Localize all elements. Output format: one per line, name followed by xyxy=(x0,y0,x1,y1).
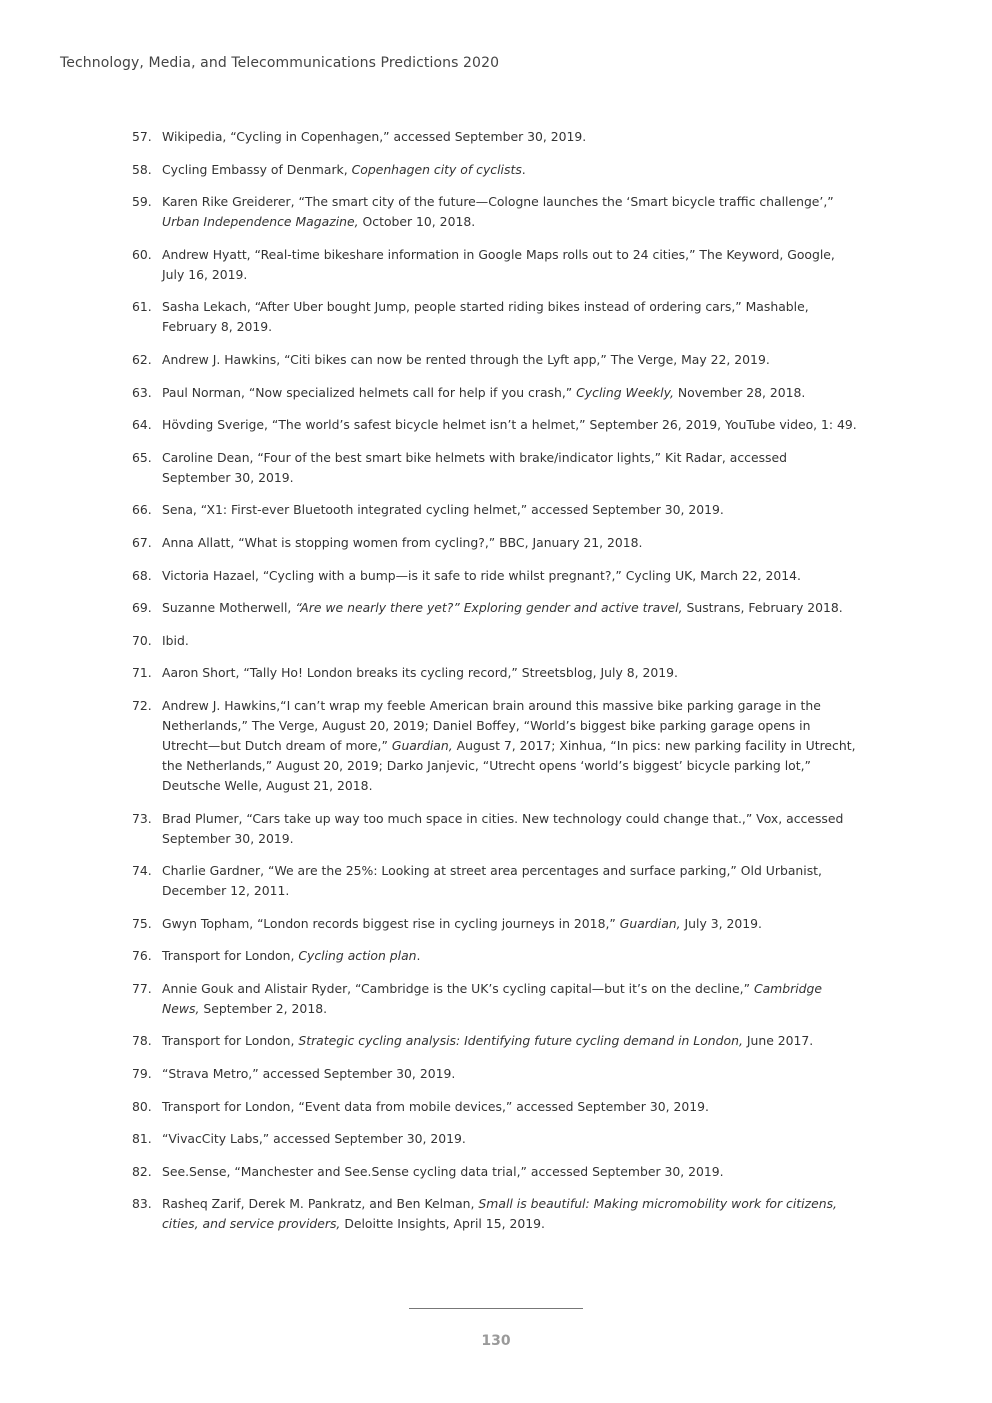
endnote-number: 60. xyxy=(132,246,152,262)
endnote-number: 74. xyxy=(132,863,152,879)
endnote-text xyxy=(162,1129,857,1149)
endnote-text xyxy=(162,500,857,520)
endnote-text-segment: June 2017. xyxy=(742,1033,814,1049)
endnote-item xyxy=(132,1194,857,1234)
endnote-item xyxy=(132,914,857,934)
endnote-number: 63. xyxy=(132,384,152,400)
endnote-text-segment: Hövding Sverige, “The world’s safest bicycle helmet isn’t a helmet,” September 26, 2019, YouTube video, 1: 49. xyxy=(162,417,857,433)
endnote-title-italic: “Are we nearly there yet?” Exploring gender and active travel, xyxy=(295,600,683,616)
endnote-text-segment: Transport for London, xyxy=(162,1033,299,1049)
endnote-text-segment: October 10, 2018. xyxy=(358,214,476,230)
endnote-text-segment: See.Sense, “Manchester and See.Sense cycling data trial,” accessed September 30, 2019. xyxy=(162,1163,724,1179)
endnote-item xyxy=(132,533,857,553)
endnote-item xyxy=(132,245,857,285)
endnote-text xyxy=(162,663,857,683)
endnote-item xyxy=(132,383,857,403)
endnote-text-segment: “VivacCity Labs,” accessed September 30, 2019. xyxy=(162,1131,466,1147)
endnote-item xyxy=(132,1097,857,1117)
endnote-item xyxy=(132,350,857,370)
endnote-text-segment: Sustrans, February 2018. xyxy=(682,600,843,616)
endnote-title-italic: Strategic cycling analysis: Identifying future cycling demand in London, xyxy=(298,1033,743,1049)
endnote-title-italic: Guardian, xyxy=(391,737,453,753)
endnote-text-segment: Paul Norman, “Now specialized helmets call for help if you crash,” xyxy=(162,384,577,400)
endnote-text xyxy=(162,946,857,966)
endnote-number: 73. xyxy=(132,810,152,826)
endnote-number: 67. xyxy=(132,534,152,550)
endnote-text-segment: Caroline Dean, “Four of the best smart bike helmets with brake/indicator lights,” Kit Radar, accessed September 30, 2019. xyxy=(162,449,787,485)
endnote-text xyxy=(162,566,857,586)
endnote-text xyxy=(162,448,857,488)
endnote-item xyxy=(132,663,857,683)
endnote-text-segment: . xyxy=(416,948,421,964)
endnote-number: 80. xyxy=(132,1098,152,1114)
endnote-item xyxy=(132,1064,857,1084)
endnote-text-segment: Annie Gouk and Alistair Ryder, “Cambridge is the UK’s cycling capital—but it’s on the decline,” xyxy=(162,980,754,996)
endnote-text-segment: Suzanne Motherwell, xyxy=(162,600,296,616)
endnote-item xyxy=(132,192,857,232)
endnote-title-italic: Urban Independence Magazine, xyxy=(162,214,359,230)
endnote-text-segment: November 28, 2018. xyxy=(673,384,806,400)
endnote-number: 69. xyxy=(132,600,152,616)
endnote-title-italic: Guardian, xyxy=(619,915,681,931)
endnote-text-segment: Aaron Short, “Tally Ho! London breaks its cycling record,” Streetsblog, July 8, 2019. xyxy=(162,665,678,681)
endnote-number: 57. xyxy=(132,129,152,144)
endnote-number: 61. xyxy=(132,299,152,315)
endnote-number: 78. xyxy=(132,1033,152,1049)
endnote-text xyxy=(162,350,857,370)
endnote-number: 71. xyxy=(132,665,152,681)
endnote-number: 59. xyxy=(132,194,152,210)
endnote-item xyxy=(132,448,857,488)
endnote-text xyxy=(162,861,857,901)
endnote-text-segment: Gwyn Topham, “London records biggest rise in cycling journeys in 2018,” xyxy=(162,915,620,931)
endnote-item xyxy=(132,979,857,1019)
endnote-text-segment: Ibid. xyxy=(162,632,189,648)
endnote-text-segment: Transport for London, xyxy=(162,948,299,964)
footer-divider xyxy=(409,1308,583,1309)
endnotes-list xyxy=(132,127,857,1247)
endnote-text xyxy=(162,127,857,147)
endnote-number: 72. xyxy=(132,697,152,713)
endnote-item xyxy=(132,566,857,586)
endnote-text-segment: Wikipedia, “Cycling in Copenhagen,” accessed September 30, 2019. xyxy=(162,129,587,144)
endnote-item xyxy=(132,1031,857,1051)
endnote-number: 62. xyxy=(132,351,152,367)
endnote-text-segment: “Strava Metro,” accessed September 30, 2019. xyxy=(162,1066,456,1082)
endnote-text-segment: July 3, 2019. xyxy=(680,915,762,931)
endnote-text xyxy=(162,192,857,232)
endnote-text-segment: Anna Allatt, “What is stopping women from cycling?,” BBC, January 21, 2018. xyxy=(162,534,643,550)
endnote-item xyxy=(132,861,857,901)
endnote-text xyxy=(162,1064,857,1084)
endnote-text xyxy=(162,160,857,180)
endnote-item xyxy=(132,631,857,651)
endnote-text xyxy=(162,1031,857,1051)
endnote-title-italic: Small is beautiful: Making micromobility work for citizens, cities, and service providers, xyxy=(162,1196,837,1232)
endnote-item xyxy=(132,1129,857,1149)
endnote-title-italic: Cycling Weekly, xyxy=(576,384,674,400)
endnote-number: 65. xyxy=(132,449,152,465)
endnote-item xyxy=(132,598,857,618)
endnote-item xyxy=(132,946,857,966)
endnote-text-segment: Charlie Gardner, “We are the 25%: Looking at street area percentages and surface parking,” Old Urbanist, December 12, 2011. xyxy=(162,863,822,899)
endnote-number: 77. xyxy=(132,980,152,996)
endnote-item xyxy=(132,1162,857,1182)
endnote-text-segment: Andrew J. Hawkins, “Citi bikes can now be rented through the Lyft app,” The Verge, May 22, 2019. xyxy=(162,351,770,367)
endnote-text xyxy=(162,533,857,553)
endnote-text xyxy=(162,696,857,796)
endnote-text-segment: Deloitte Insights, April 15, 2019. xyxy=(340,1216,545,1232)
endnote-text-segment: Sasha Lekach, “After Uber bought Jump, people started riding bikes instead of ordering cars,” Mashable, February 8, 2019. xyxy=(162,299,809,335)
endnote-text xyxy=(162,631,857,651)
endnote-item xyxy=(132,160,857,180)
endnote-number: 68. xyxy=(132,567,152,583)
endnote-text xyxy=(162,809,857,849)
endnote-text xyxy=(162,1162,857,1182)
endnote-text-segment: Rasheq Zarif, Derek M. Pankratz, and Ben Kelman, xyxy=(162,1196,479,1212)
endnote-title-italic: Cambridge News, xyxy=(162,980,823,1016)
running-header: Technology, Media, and Telecommunications Predictions 2020 xyxy=(60,55,500,71)
endnote-title-italic: Copenhagen city of cyclists xyxy=(351,161,522,177)
endnote-text xyxy=(162,979,857,1019)
endnote-text-segment: Andrew Hyatt, “Real-time bikeshare information in Google Maps rolls out to 24 cities,” The Keyword, Google, July 16, 2019. xyxy=(162,246,835,282)
endnote-item xyxy=(132,809,857,849)
page-number: 130 xyxy=(481,1333,511,1349)
endnote-number: 66. xyxy=(132,502,152,518)
endnote-text xyxy=(162,1097,857,1117)
endnote-number: 76. xyxy=(132,948,152,964)
endnote-item xyxy=(132,297,857,337)
endnote-text xyxy=(162,383,857,403)
endnote-number: 79. xyxy=(132,1066,152,1082)
endnote-number: 83. xyxy=(132,1196,152,1212)
endnote-text-segment: Transport for London, “Event data from mobile devices,” accessed September 30, 2019. xyxy=(162,1098,709,1114)
endnote-text xyxy=(162,914,857,934)
endnote-text-segment: Cycling Embassy of Denmark, xyxy=(162,161,352,177)
endnote-number: 70. xyxy=(132,632,152,648)
endnote-number: 58. xyxy=(132,161,152,177)
endnote-text-segment: Karen Rike Greiderer, “The smart city of the future—Cologne launches the ‘Smart bicycle traffic challenge’,” xyxy=(162,194,834,210)
endnote-text xyxy=(162,297,857,337)
endnote-title-italic: Cycling action plan xyxy=(298,948,417,964)
endnote-text-segment: . xyxy=(521,161,526,177)
endnote-text xyxy=(162,245,857,285)
endnote-text xyxy=(162,598,857,618)
endnote-text-segment: Sena, “X1: First-ever Bluetooth integrated cycling helmet,” accessed September 30, 2019. xyxy=(162,502,724,518)
endnote-number: 81. xyxy=(132,1131,152,1147)
endnote-number: 75. xyxy=(132,915,152,931)
endnote-text-segment: Victoria Hazael, “Cycling with a bump—is it safe to ride whilst pregnant?,” Cycling UK, March 22, 2014. xyxy=(162,567,801,583)
endnote-item xyxy=(132,696,857,796)
endnote-item xyxy=(132,127,857,147)
endnote-item xyxy=(132,500,857,520)
endnote-text xyxy=(162,1194,857,1234)
endnote-text-segment: August 7, 2017; Xinhua, “In pics: new parking facility in Utrecht, the Netherlands,” August 20, 2019; Darko Janjevic, “Utrecht opens ‘world’s biggest’ bicycle parking lot,” Deutsche Welle, August 21, 2018. xyxy=(162,737,856,793)
endnote-text xyxy=(162,415,857,435)
endnote-text-segment: Brad Plumer, “Cars take up way too much space in cities. New technology could change that.,” Vox, accessed September 30, 2019. xyxy=(162,810,844,846)
endnote-number: 64. xyxy=(132,417,152,433)
endnote-item xyxy=(132,415,857,435)
endnote-text-segment: Andrew J. Hawkins,“I can’t wrap my feeble American brain around this massive bike parking garage in the Netherlands,” The Verge, August 20, 2019; Daniel Boffey, “World’s biggest bike parking garage opens in Utrecht—but Dutch dream of more,” xyxy=(162,697,821,753)
endnote-text-segment: September 2, 2018. xyxy=(199,1000,328,1016)
endnote-number: 82. xyxy=(132,1163,152,1179)
